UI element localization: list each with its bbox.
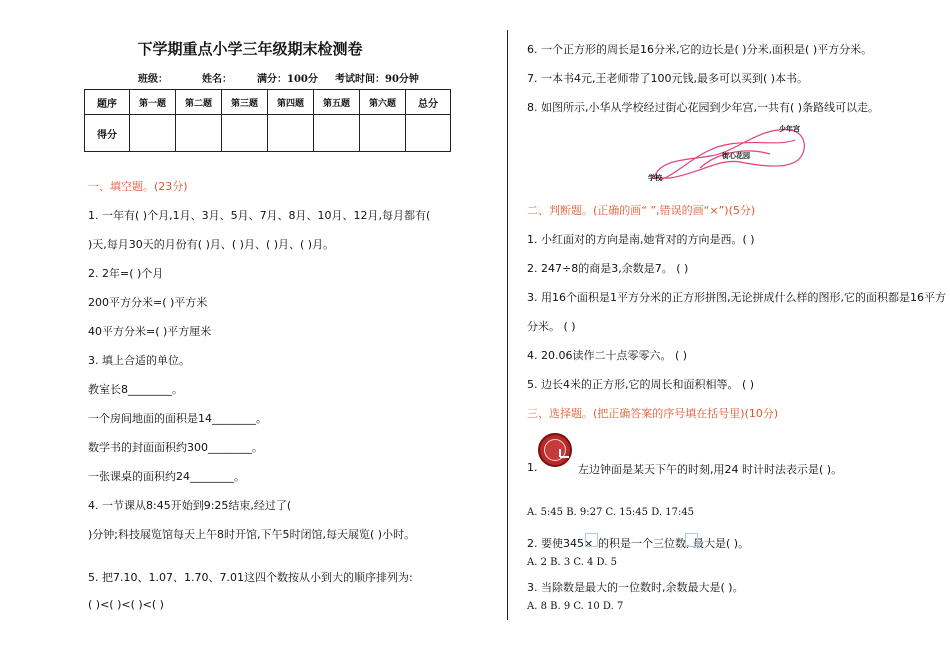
- judge-2: 2. 247÷8的商是3,余数是7。 ( ): [527, 262, 689, 275]
- map-garden-label: 街心花园: [722, 152, 750, 160]
- section-fill-in-title: 一、填空题。(23分): [88, 180, 188, 193]
- map-palace-label: 少年宫: [779, 125, 800, 133]
- question-4-line-1: 4. 一节课从8:45开始到9:25结束,经过了(: [88, 499, 292, 512]
- choice-3: 3. 当除数是最大的一位数时,余数最大是( )。: [527, 581, 744, 594]
- judge-3-line-1: 3. 用16个面积是1平方分米的正方形拼图,无论拼成什么样的图形,它的面积都是16平方: [527, 291, 946, 304]
- blank-box: [585, 533, 598, 547]
- choice-2-prefix: 2. 要使345×: [527, 537, 594, 550]
- question-6: 6. 一个正方形的周长是16分米,它的边长是( )分米,面积是( )平方分米。: [527, 43, 873, 56]
- exam-time-label: 考试时间：90分钟: [335, 74, 419, 85]
- question-2-line-3: 40平方分米=( )平方厘米: [88, 325, 212, 338]
- score-cell[interactable]: [360, 115, 406, 152]
- score-table-total: 总分: [406, 90, 451, 115]
- choice-3-options: A. 8 B. 9 C. 10 D. 7: [527, 601, 624, 612]
- section-judge-title: 二、判断题。(正确的画“ ”,错误的画“×”)(5分): [527, 204, 756, 217]
- class-label: 班级：: [138, 74, 168, 85]
- judge-4: 4. 20.06读作二十点零零六。 ( ): [527, 349, 688, 362]
- score-cell[interactable]: [406, 115, 451, 152]
- score-table-question: 第四题: [268, 90, 314, 115]
- question-5-line-1: 5. 把7.10、1.07、1.70、7.01这四个数按从小到大的顺序排列为:: [88, 571, 413, 584]
- judge-1: 1. 小红面对的方向是南,她背对的方向是西。( ): [527, 233, 755, 246]
- question-8: 8. 如图所示,小华从学校经过街心花园到少年宫,一共有( )条路线可以走。: [527, 101, 880, 114]
- score-cell[interactable]: [130, 115, 176, 152]
- choice-1-number: 1.: [527, 461, 538, 474]
- score-table-question: 第三题: [222, 90, 268, 115]
- question-3-item: 数学书的封面面积约300________。: [88, 441, 263, 454]
- question-1-line-1: 1. 一年有( )个月,1月、3月、5月、7月、8月、10月、12月,每月都有(: [88, 209, 431, 222]
- judge-5: 5. 边长4米的正方形,它的周长和面积相等。 ( ): [527, 378, 755, 391]
- score-table-question: 第一题: [130, 90, 176, 115]
- score-table: [84, 89, 451, 152]
- judge-3-line-2: 分米。 ( ): [527, 320, 576, 333]
- question-5-line-2: ( )<( )<( )<( ): [88, 598, 164, 611]
- page-title: 下学期重点小学三年级期末检测卷: [137, 40, 363, 58]
- score-cell[interactable]: [314, 115, 360, 152]
- score-table-row-head: 题序: [85, 90, 130, 115]
- section-choice-title: 三、选择题。(把正确答案的序号填在括号里)(10分): [527, 407, 779, 420]
- score-cell[interactable]: [176, 115, 222, 152]
- score-table-question: 第六题: [360, 90, 406, 115]
- score-cell[interactable]: [222, 115, 268, 152]
- choice-1: 左边钟面是某天下午的时刻,用24 时计时法表示是( )。: [578, 463, 843, 476]
- clock-icon: [538, 433, 572, 467]
- question-7: 7. 一本书4元,王老师带了100元钱,最多可以买到( )本书。: [527, 72, 809, 85]
- question-3-item: 一张课桌的面积约24________。: [88, 470, 245, 483]
- column-divider: [507, 30, 508, 620]
- question-2-line-1: 2. 2年=( )个月: [88, 267, 164, 280]
- score-table-question: 第五题: [314, 90, 360, 115]
- question-3-title: 3. 填上合适的单位。: [88, 354, 190, 367]
- map-school-label: 学校: [648, 174, 662, 182]
- question-3-item: 教室长8________。: [88, 383, 183, 396]
- question-2-line-2: 200平方分米=( )平方米: [88, 296, 208, 309]
- full-score-label: 满分：100分: [257, 74, 318, 85]
- choice-2-suffix: 的积是一个三位数, 最大是( )。: [598, 537, 750, 550]
- score-table-score-head: 得分: [85, 115, 130, 152]
- name-label: 姓名：: [202, 74, 232, 85]
- score-cell[interactable]: [268, 115, 314, 152]
- question-3-item: 一个房间地面的面积是14________。: [88, 412, 267, 425]
- score-table-question: 第二题: [176, 90, 222, 115]
- blank-box: [685, 533, 698, 547]
- question-1-line-2: )天,每月30天的月份有( )月、( )月、( )月、( )月。: [88, 238, 335, 251]
- choice-1-options: A. 5:45 B. 9:27 C. 15:45 D. 17:45: [527, 507, 695, 518]
- question-4-line-2: )分钟;科技展览馆每天上午8时开馆,下午5时闭馆,每天展览( )小时。: [88, 528, 416, 541]
- choice-2-options: A. 2 B. 3 C. 4 D. 5: [527, 557, 617, 568]
